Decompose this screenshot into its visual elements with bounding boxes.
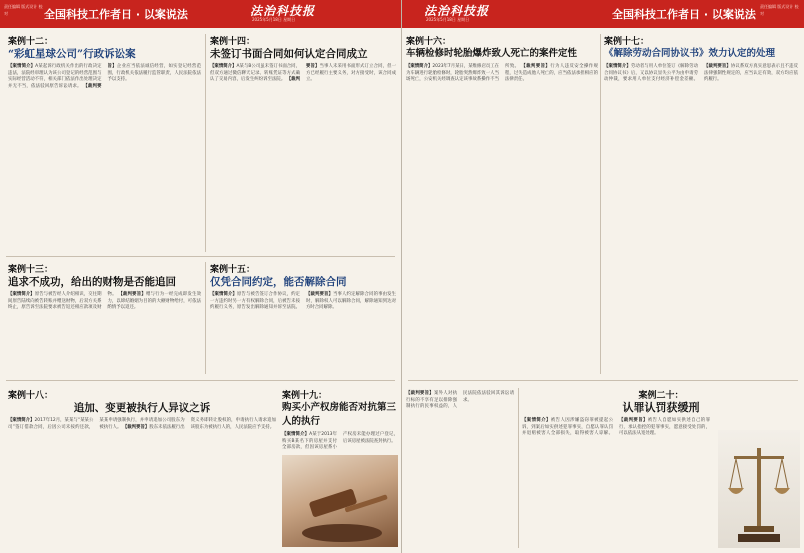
article-headline: 追求不成功，给出的财物是否能追回: [8, 276, 176, 288]
article-body: 【案情简介】原告与被告经人介绍相识，交往期间原告陆续向被告转账并赠送财物，后双方关系终止，原告诉至法院要求被告返还相应款项及财物。 【裁判要旨】赠与行为一经完成即发生效力，以缔结婚姻为目的的大额财物给付，可依法酌情予以返还。: [8, 292, 201, 310]
article-case-16: [406, 34, 598, 374]
article-body: 【案情简介】2017年12月，某某与“某某公司”签订借款合同，后因公司未按约还款，某某申请强制执行，并申请追加公司股东为被执行人。 【裁判要旨】股东未依法履行出资义务即转让股权的，申请执行人请求追加该股东为被执行人的，人民法院应予支持。: [8, 418, 276, 430]
article-body: 【案情简介】劳动者与用人单位签订《解除劳动合同协议书》后，又以协议显失公平为由申请劳动仲裁，要求用人单位支付经济补偿金差额。 【裁判要旨】协议系双方真实意思表示且不违反法律强制性规定的，应当认定有效，双方均应依约履行。: [604, 64, 798, 82]
column-divider: [205, 262, 206, 374]
article-body: 【案情简介】被告人因涉嫌盗窃罪被提起公诉，到案后如实供述犯罪事实，自愿认罪认罚并退赔被害人全部损失，取得被害人谅解。 【裁判要旨】被告人自愿如实供述自己的罪行，承认指控的犯罪事实，愿意接受处罚的，可以依法从宽处理。: [522, 418, 710, 436]
article-body: 【案情简介】A某起诉行政机关作出的行政决定违法，法院经审理认为该公司登记的经营范围与实际经营活动不符，相关部门依法作出处理决定并无不当，依法驳回原告诉讼请求。 【裁判要旨】企业应当依法诚信经营，如实登记经营范围，行政机关依法履行监管职责，人民法院依法予以支持。: [8, 64, 201, 89]
article-body: 【裁判要旨】案外人对执行标的不享有足以排除强制执行的民事权益的，人民法院依法驳回其诉讼请求。: [406, 391, 514, 409]
article-headline: 认罪认罚获缓刑: [622, 401, 700, 414]
article-case-17: [604, 34, 798, 374]
column-divider: [518, 388, 519, 548]
case-number: 案例十九：: [282, 391, 328, 401]
article-case-15: [210, 262, 396, 374]
article-headline: 购买小产权房能否对抗第三人的执行: [282, 402, 397, 427]
left-date-line: 2025年5月18日 星期日: [252, 17, 296, 22]
case-number: 案例十八：: [8, 391, 54, 401]
right-masthead: 法治科技报: [424, 4, 490, 18]
article-case-18: [8, 388, 276, 548]
article-headline: 追加、变更被执行人异议之诉: [73, 402, 211, 414]
left-masthead: 法治科技报: [250, 4, 316, 18]
article-case-14: [210, 34, 396, 252]
column-divider: [205, 34, 206, 252]
left-corner-text: 责任编辑 版式设计 校对: [4, 4, 43, 16]
scales-of-justice-photo: [718, 430, 800, 548]
row-divider: [408, 380, 798, 381]
left-section-title: 全国科技工作者日 · 以案说法: [44, 8, 188, 21]
column-divider: [600, 34, 601, 374]
case-number: 案例十三：: [8, 265, 54, 275]
scales-icon: [718, 430, 800, 548]
article-body: 【案情简介】原告与被告签订合作协议，约定一方违约时另一方有权解除合同，后被告未按约履行义务，原告发出解除通知并诉至法院。 【裁判要旨】当事人约定解除合同的事由发生时，解除权人可以解除合同，解除通知到达对方时合同解除。: [210, 292, 396, 310]
article-body: 【案情简介】A某与B公司虽未签订书面合同，但双方通过微信聊天记录、转账凭证等方式确认了交易内容，后发生纠纷诉至法院。 【裁判要旨】当事人未采用书面形式订立合同，但一方已经履行主要义务，对方接受时，该合同成立。: [210, 64, 396, 82]
right-page-header: [402, 0, 804, 28]
gavel-photo: [282, 455, 398, 547]
case-number: 案例十六：: [406, 37, 452, 47]
article-headline: 未签订书面合同如何认定合同成立: [210, 48, 368, 60]
article-headline: 车辆检修时轮胎爆炸致人死亡的案件定性: [406, 48, 578, 59]
case-number: 案例十四：: [210, 37, 256, 47]
right-corner-text: 责任编辑 版式设计 校对: [760, 4, 799, 16]
article-case-13: [8, 262, 201, 374]
left-page-header: [0, 0, 401, 28]
article-headline: 仅凭合同约定，能否解除合同: [210, 276, 347, 288]
article-case-19-continued: [406, 388, 514, 548]
right-section-title: 全国科技工作者日 · 以案说法: [612, 8, 756, 21]
case-number: 案例二十：: [638, 391, 684, 401]
article-body: 【案情简介】A某于2013年购买B某名下的房屋并支付全部房款，但因该房屋系小产权房未能办理过户登记，后该房屋被法院查封执行。: [282, 432, 398, 450]
case-number: 案例十二：: [8, 37, 54, 47]
right-date-line: 2025年5月18日 星期日: [426, 17, 470, 22]
row-divider: [6, 380, 395, 381]
row-divider: [6, 256, 395, 257]
article-case-12: [8, 34, 201, 252]
case-number: 案例十五：: [210, 265, 256, 275]
right-page: [402, 0, 804, 553]
article-headline: “彩虹星球公司”行政诉讼案: [8, 48, 136, 60]
case-number: 案例十七：: [604, 37, 650, 47]
article-headline: 《解除劳动合同协议书》效力认定的处理: [604, 48, 776, 59]
article-body: 【案情简介】2023年7月某日，某维修店员工在为车辆进行轮胎检修时，轮胎突然爆炸致一人当场死亡，公安机关经调查认定该事故系操作不当所致。 【裁判要旨】行为人违反安全操作规程，过失造成他人死亡的，应当依法承担相应的法律责任。: [406, 64, 598, 82]
gavel-icon: [282, 455, 398, 547]
